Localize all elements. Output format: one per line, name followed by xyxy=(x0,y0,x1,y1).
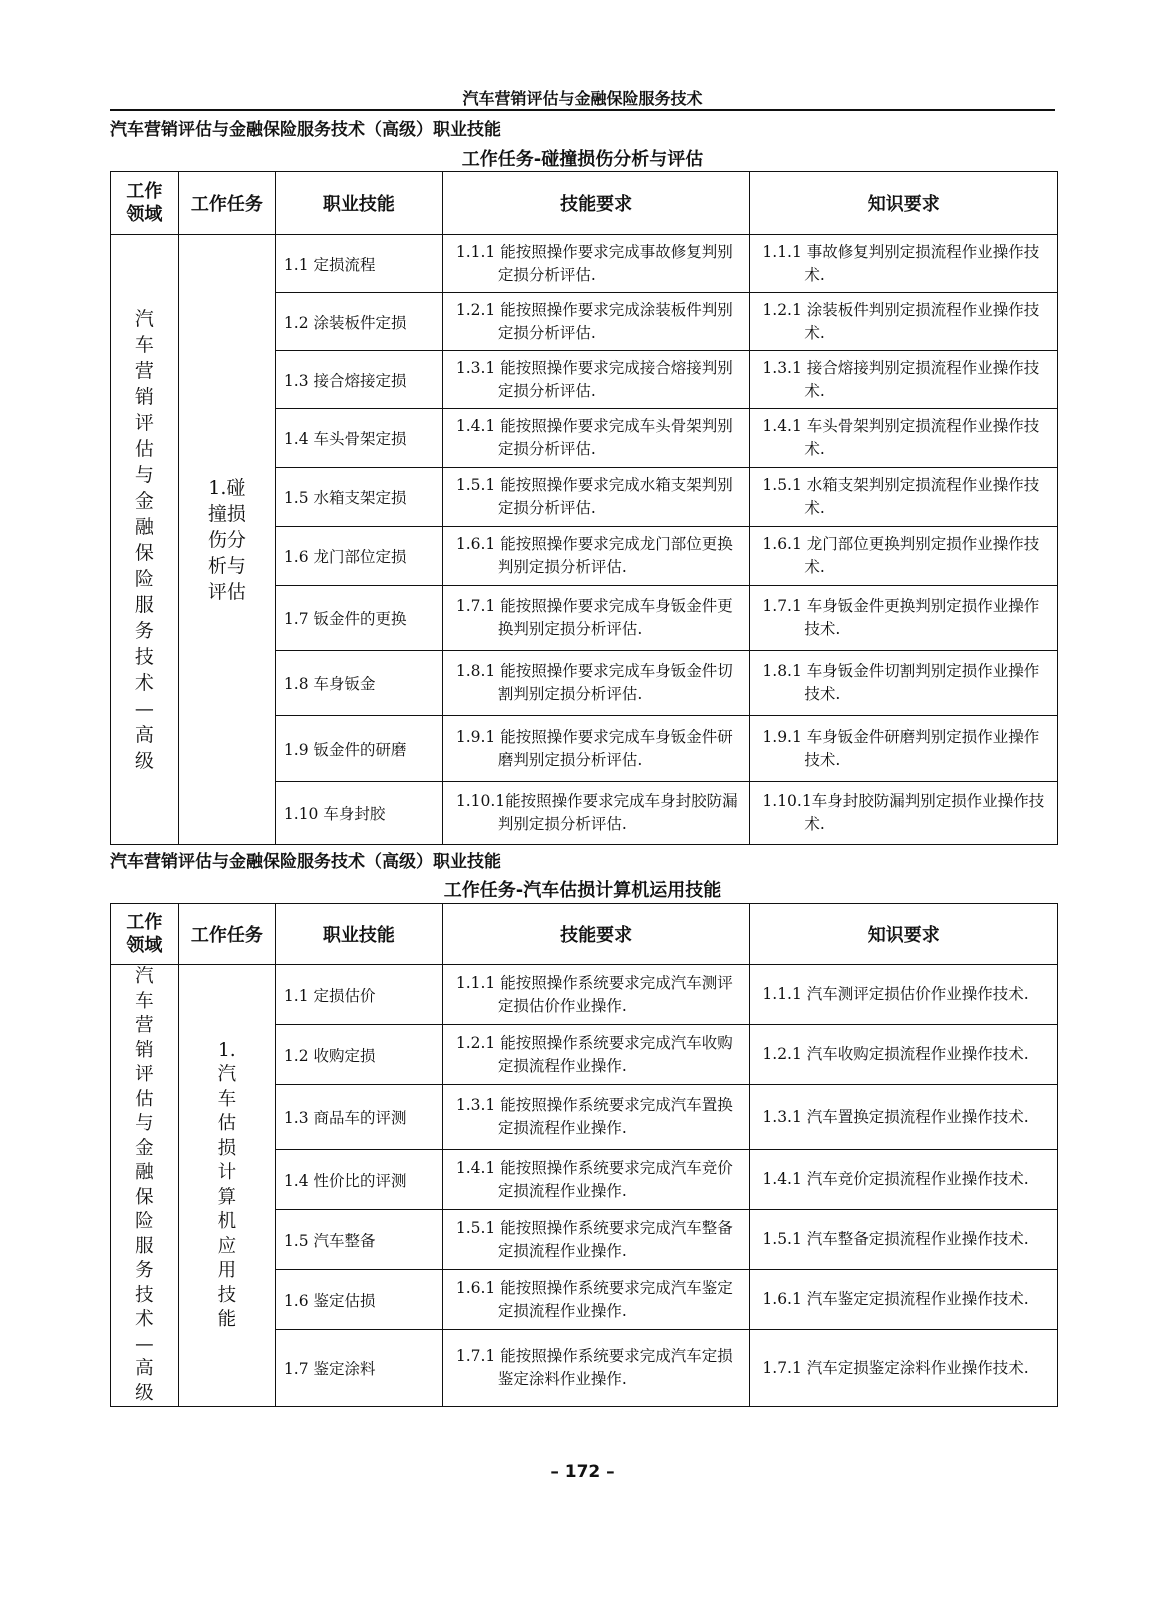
skill-cell: 1.6 龙门部位定损 xyxy=(275,527,442,586)
skill-requirement-text: 1.4.1 能按照操作系统要求完成汽车竞价定损流程作业操作. xyxy=(455,1158,733,1200)
knowledge-requirement-text: 1.2.1 涂装板件判别定损流程作业操作技术. xyxy=(762,300,1040,342)
skill-requirement-text: 1.3.1 能按照操作要求完成接合熔接判别定损分析评估. xyxy=(455,358,733,400)
skill-cell: 1.2 收购定损 xyxy=(275,1025,442,1085)
header-skill: 职业技能 xyxy=(275,172,442,235)
header-task: 工作任务 xyxy=(178,904,275,965)
knowledge-requirement-cell xyxy=(750,293,1058,351)
skill-requirement-cell xyxy=(442,1210,750,1270)
skill-cell: 1.1 定损流程 xyxy=(275,235,442,293)
skill-requirement-text: 1.4.1 能按照操作要求完成车头骨架判别定损分析评估. xyxy=(455,417,733,458)
knowledge-requirement-cell xyxy=(750,1025,1058,1085)
skill-cell: 1.5 汽车整备 xyxy=(275,1210,442,1270)
skill-requirement-cell xyxy=(442,468,750,527)
skill-requirement-text: 1.5.1 能按照操作系统要求完成汽车整备定损流程作业操作. xyxy=(455,1218,733,1260)
knowledge-requirement-text: 1.10.1车身封胶防漏判别定损作业操作技术. xyxy=(762,792,1045,833)
knowledge-requirement-cell xyxy=(750,1330,1058,1407)
knowledge-requirement-text: 1.6.1 龙门部位更换判别定损作业操作技术. xyxy=(762,535,1040,576)
header-domain: 工作领域 xyxy=(111,904,179,965)
skill-cell: 1.10 车身封胶 xyxy=(275,782,442,845)
skill-requirement-cell xyxy=(442,716,750,782)
skill-requirement-cell xyxy=(442,1085,750,1150)
skill-cell: 1.6 鉴定估损 xyxy=(275,1270,442,1330)
header-knowledge: 知识要求 xyxy=(750,904,1058,965)
skill-cell: 1.7 钣金件的更换 xyxy=(275,586,442,651)
skill-requirement-cell xyxy=(442,1025,750,1085)
skill-requirement-text: 1.7.1 能按照操作要求完成车身钣金件更换判别定损分析评估. xyxy=(455,597,733,638)
knowledge-requirement-cell xyxy=(750,527,1058,586)
task-title: 工作任务-碰撞损伤分析与评估 xyxy=(461,149,704,170)
skill-requirement-cell xyxy=(442,351,750,409)
knowledge-requirement-cell xyxy=(750,1150,1058,1210)
skill-cell: 1.4 性价比的评测 xyxy=(275,1150,442,1210)
header-requirement: 技能要求 xyxy=(442,904,750,965)
table-row xyxy=(111,235,1058,293)
knowledge-requirement-text: 1.1.1 事故修复判别定损流程作业操作技术. xyxy=(762,242,1040,284)
work-domain-text: 汽车营销评估与金融保险服务技术—高级 xyxy=(134,307,154,772)
task-title: 工作任务-汽车估损计算机运用技能 xyxy=(443,880,722,901)
skill-requirement-cell xyxy=(442,965,750,1025)
skill-requirement-cell xyxy=(442,586,750,651)
skills-table xyxy=(110,903,1058,1407)
skill-requirement-text: 1.2.1 能按照操作要求完成涂装板件判别定损分析评估. xyxy=(455,300,733,342)
table-row xyxy=(111,965,1058,1025)
skill-requirement-text: 1.6.1 能按照操作要求完成龙门部位更换判别定损分析评估. xyxy=(455,535,733,576)
skill-cell: 1.7 鉴定涂料 xyxy=(275,1330,442,1407)
skill-requirement-cell xyxy=(442,293,750,351)
skill-cell: 1.3 接合熔接定损 xyxy=(275,351,442,409)
skills-table xyxy=(110,171,1058,845)
running-header: 汽车营销评估与金融保险服务技术 xyxy=(462,89,703,108)
skill-cell: 1.9 钣金件的研磨 xyxy=(275,716,442,782)
section-title: 汽车营销评估与金融保险服务技术（高级）职业技能 xyxy=(110,852,501,872)
work-domain-text: 汽车营销评估与金融保险服务技术—高级 xyxy=(135,966,154,1404)
skill-requirement-cell xyxy=(442,1150,750,1210)
knowledge-requirement-text: 1.9.1 车身钣金件研磨判别定损作业操作技术. xyxy=(762,727,1040,769)
knowledge-requirement-cell xyxy=(750,716,1058,782)
knowledge-requirement-cell xyxy=(750,235,1058,293)
skill-requirement-text: 1.10.1能按照操作要求完成车身封胶防漏判别定损分析评估. xyxy=(455,792,738,833)
skill-requirement-cell xyxy=(442,782,750,845)
skill-requirement-text: 1.5.1 能按照操作要求完成水箱支架判别定损分析评估. xyxy=(455,476,733,517)
skill-requirement-text: 1.8.1 能按照操作要求完成车身钣金件切割判别定损分析评估. xyxy=(455,662,733,703)
skill-requirement-text: 1.7.1 能按照操作系统要求完成汽车定损鉴定涂料作业操作. xyxy=(455,1347,733,1389)
knowledge-requirement-cell xyxy=(750,1270,1058,1330)
knowledge-requirement-cell xyxy=(750,782,1058,845)
skill-cell: 1.4 车头骨架定损 xyxy=(275,409,442,468)
skill-cell: 1.5 水箱支架定损 xyxy=(275,468,442,527)
skill-cell: 1.3 商品车的评测 xyxy=(275,1085,442,1150)
skill-requirement-cell xyxy=(442,1330,750,1407)
knowledge-requirement-cell xyxy=(750,651,1058,716)
header-task: 工作任务 xyxy=(178,172,275,235)
knowledge-requirement-text: 1.7.1 车身钣金件更换判别定损作业操作技术. xyxy=(762,597,1040,638)
work-task-text: 1.碰撞损伤分析与评估 xyxy=(207,476,246,603)
header-skill: 职业技能 xyxy=(275,904,442,965)
skill-requirement-cell xyxy=(442,651,750,716)
knowledge-requirement-text: 1.5.1 水箱支架判别定损流程作业操作技术. xyxy=(762,476,1040,517)
knowledge-requirement-text: 1.7.1 汽车定损鉴定涂料作业操作技术. xyxy=(762,1358,1029,1377)
skill-requirement-text: 1.9.1 能按照操作要求完成车身钣金件研磨判别定损分析评估. xyxy=(455,727,733,769)
skill-requirement-cell xyxy=(442,1270,750,1330)
knowledge-requirement-text: 1.1.1 汽车测评定损估价作业操作技术. xyxy=(762,985,1029,1004)
page-number: – 172 – xyxy=(550,1462,615,1482)
knowledge-requirement-text: 1.4.1 汽车竞价定损流程作业操作技术. xyxy=(762,1170,1029,1189)
work-domain-cell xyxy=(111,235,179,845)
work-domain-cell xyxy=(111,965,179,1407)
skill-requirement-text: 1.2.1 能按照操作系统要求完成汽车收购定损流程作业操作. xyxy=(455,1033,733,1075)
knowledge-requirement-text: 1.4.1 车头骨架判别定损流程作业操作技术. xyxy=(762,417,1040,458)
work-task-cell xyxy=(178,965,275,1407)
knowledge-requirement-cell xyxy=(750,965,1058,1025)
work-task-text: 1.汽车估损计算机应用技能 xyxy=(217,1039,237,1330)
section-title: 汽车营销评估与金融保险服务技术（高级）职业技能 xyxy=(110,120,501,140)
skill-requirement-text: 1.1.1 能按照操作系统要求完成汽车测评定损估价作业操作. xyxy=(455,973,733,1015)
work-task-cell xyxy=(178,235,275,845)
knowledge-requirement-text: 1.3.1 接合熔接判别定损流程作业操作技术. xyxy=(762,358,1040,400)
knowledge-requirement-text: 1.8.1 车身钣金件切割判别定损作业操作技术. xyxy=(762,662,1040,703)
knowledge-requirement-cell xyxy=(750,1210,1058,1270)
skill-cell: 1.2 涂装板件定损 xyxy=(275,293,442,351)
knowledge-requirement-cell xyxy=(750,586,1058,651)
knowledge-requirement-cell xyxy=(750,1085,1058,1150)
skill-requirement-cell xyxy=(442,235,750,293)
knowledge-requirement-cell xyxy=(750,468,1058,527)
skill-cell: 1.1 定损估价 xyxy=(275,965,442,1025)
knowledge-requirement-text: 1.3.1 汽车置换定损流程作业操作技术. xyxy=(762,1107,1029,1126)
header-domain: 工作领域 xyxy=(111,172,179,235)
header-knowledge: 知识要求 xyxy=(750,172,1058,235)
skill-requirement-text: 1.3.1 能按照操作系统要求完成汽车置换定损流程作业操作. xyxy=(455,1096,733,1138)
knowledge-requirement-text: 1.5.1 汽车整备定损流程作业操作技术. xyxy=(762,1230,1029,1249)
knowledge-requirement-text: 1.6.1 汽车鉴定定损流程作业操作技术. xyxy=(762,1290,1029,1309)
skill-cell: 1.8 车身钣金 xyxy=(275,651,442,716)
knowledge-requirement-cell xyxy=(750,409,1058,468)
header-rule xyxy=(110,109,1055,111)
knowledge-requirement-text: 1.2.1 汽车收购定损流程作业操作技术. xyxy=(762,1045,1029,1064)
knowledge-requirement-cell xyxy=(750,351,1058,409)
skill-requirement-cell xyxy=(442,527,750,586)
skill-requirement-text: 1.6.1 能按照操作系统要求完成汽车鉴定定损流程作业操作. xyxy=(455,1278,733,1320)
header-requirement: 技能要求 xyxy=(442,172,750,235)
skill-requirement-cell xyxy=(442,409,750,468)
skill-requirement-text: 1.1.1 能按照操作要求完成事故修复判别定损分析评估. xyxy=(455,242,733,284)
